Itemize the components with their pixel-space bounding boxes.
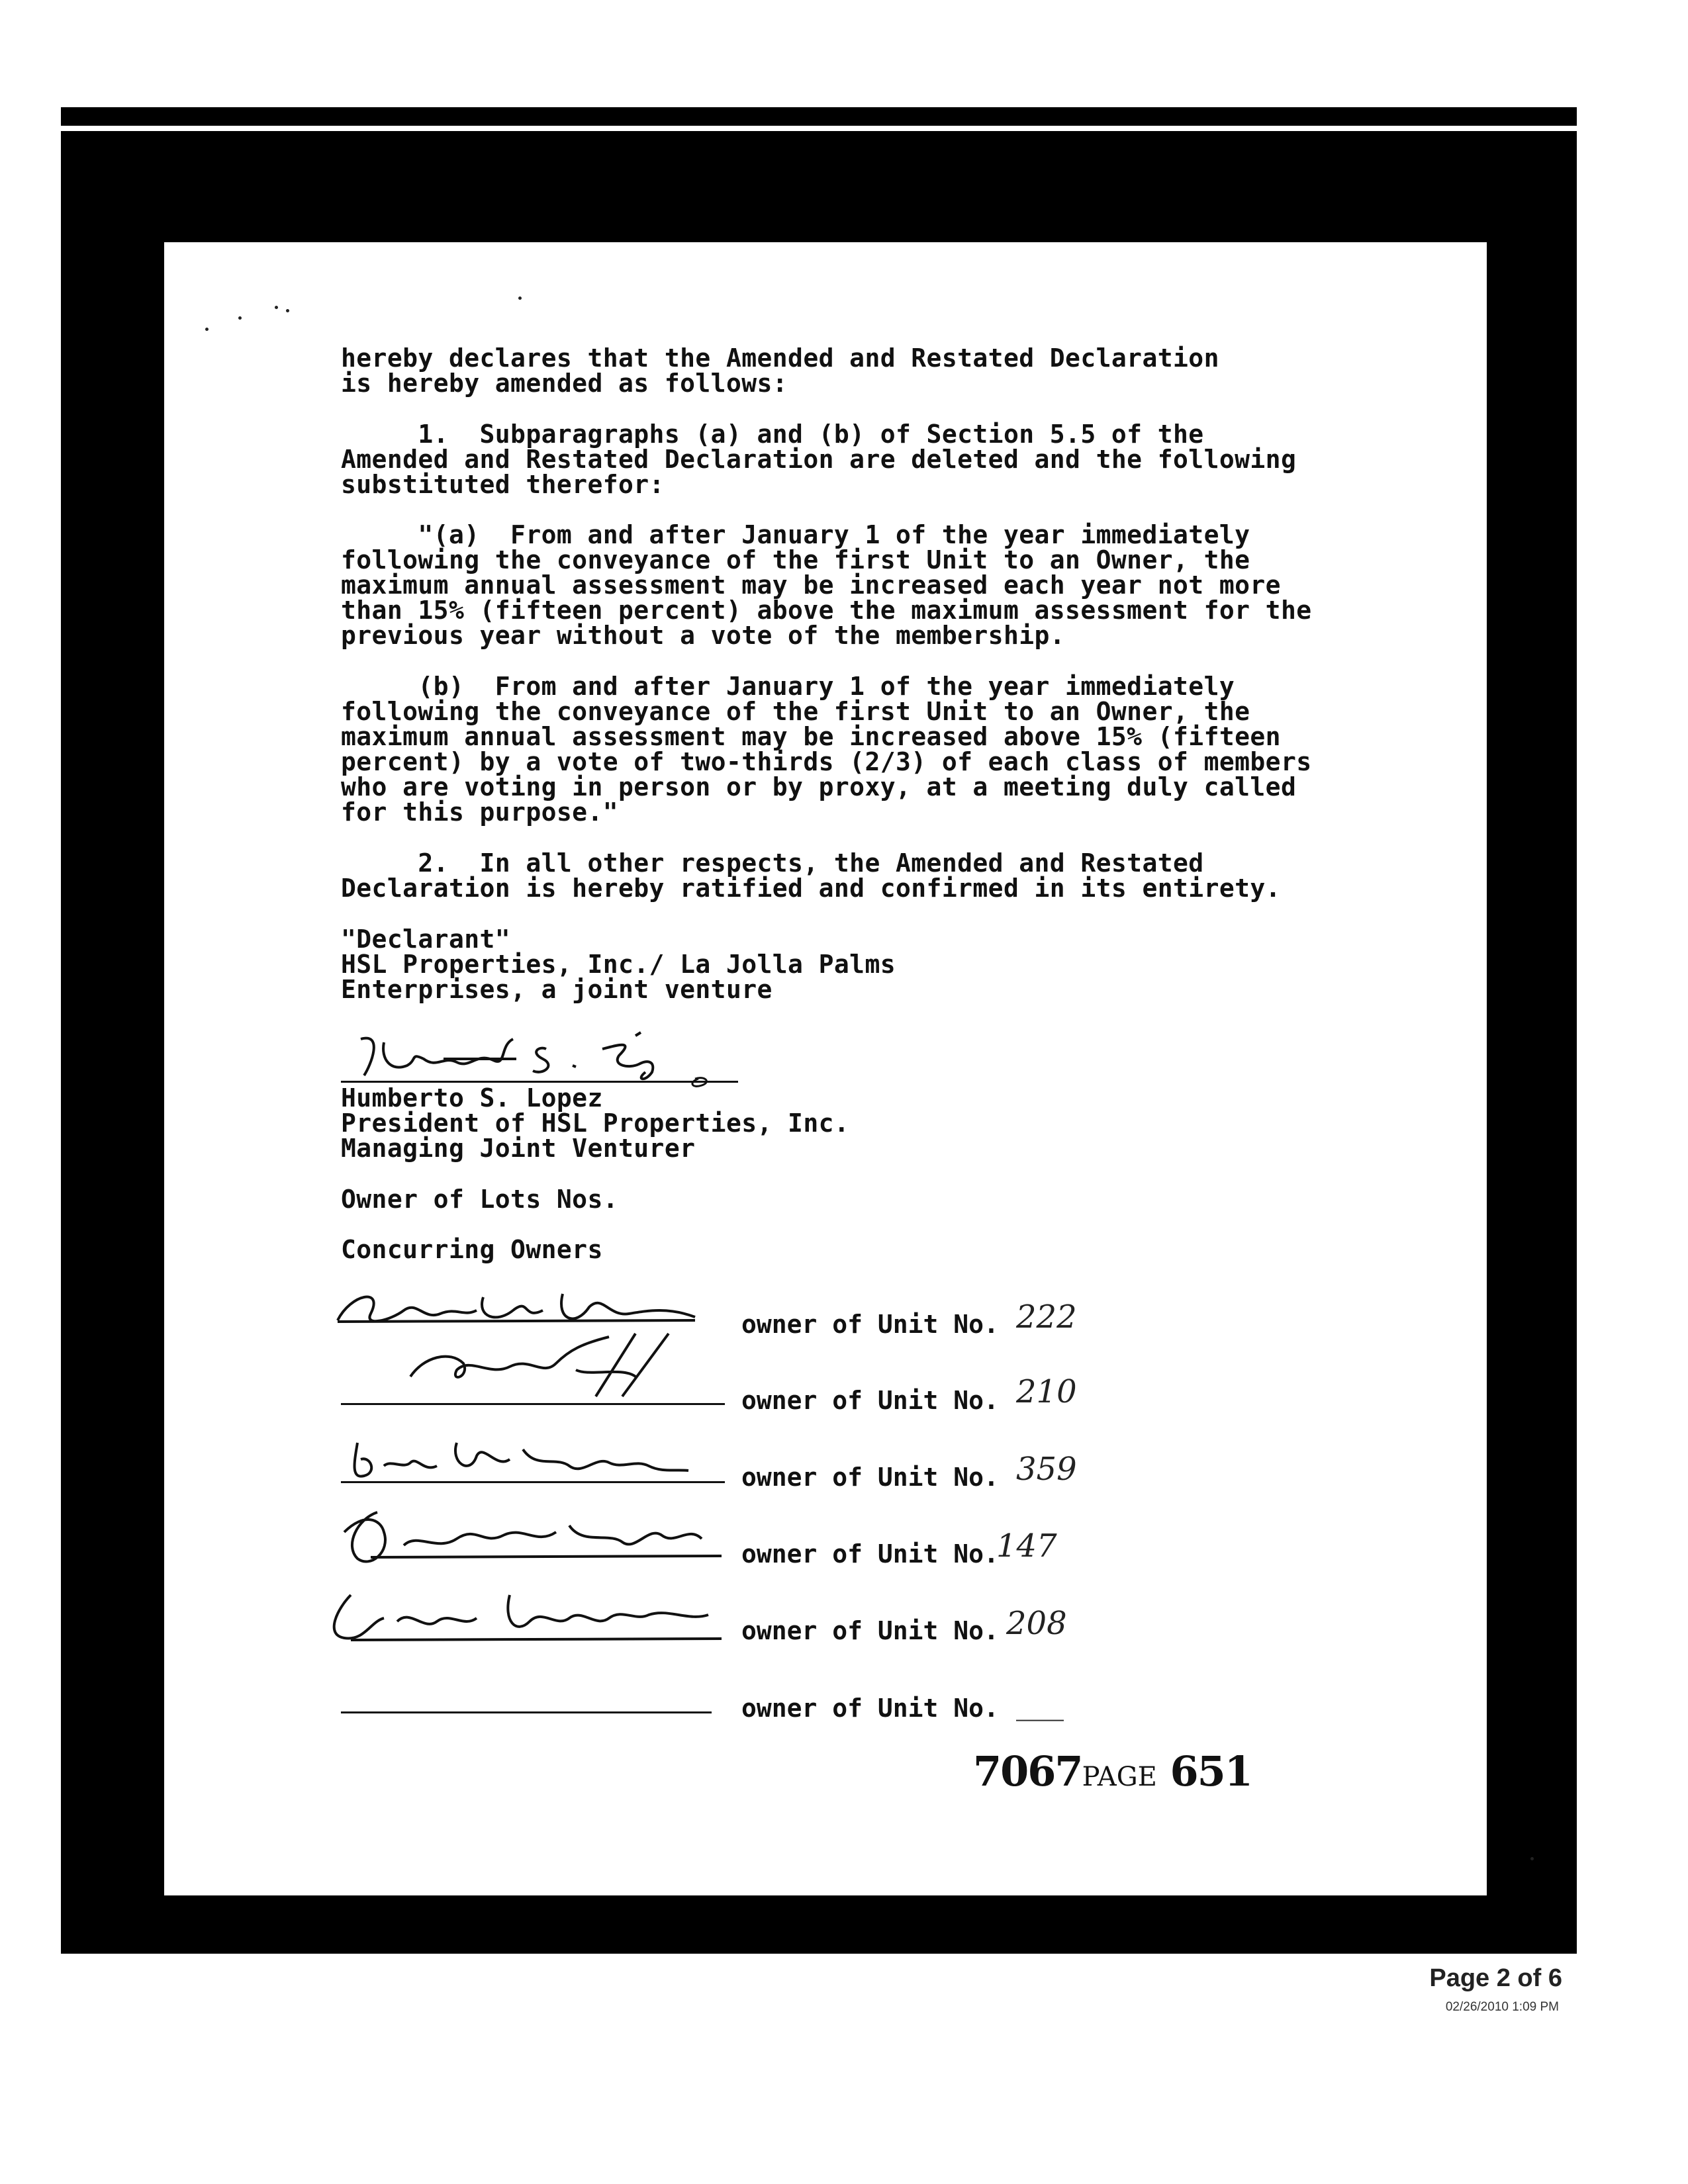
body-line: than 15% (fifteen percent) above the maximum assessment for the	[341, 596, 1312, 625]
signature-line	[341, 1481, 725, 1483]
scan-speck	[518, 296, 522, 300]
owner-unit-number: 210	[1016, 1373, 1077, 1410]
recording-stamp	[973, 1747, 1252, 1796]
body-line: 2. In all other respects, the Amended and Restated	[341, 848, 1204, 878]
body-line: previous year without a vote of the membership.	[341, 621, 1066, 650]
signature-owner-3	[344, 1430, 728, 1489]
signatory-title: President of HSL Properties, Inc.	[341, 1109, 850, 1138]
page-indicator: Page 2 of 6	[1429, 1964, 1562, 1992]
owner-unit-label: owner of Unit No.	[741, 1616, 999, 1645]
stamp-page-word: PAGE	[1082, 1762, 1157, 1792]
body-line: Declaration is hereby ratified and confirmed in its entirety.	[341, 874, 1281, 903]
signature-owner-4	[305, 1499, 755, 1572]
scan-speck	[205, 328, 209, 331]
owner-unit-number: 147	[996, 1527, 1057, 1565]
body-line: 1. Subparagraphs (a) and (b) of Section 5.5 of the	[341, 420, 1204, 449]
body-line: hereby declares that the Amended and Restated Declaration	[341, 343, 1219, 373]
stamp-page: 651	[1170, 1747, 1252, 1796]
body-line: following the conveyance of the first Unit to an Owner, the	[341, 697, 1250, 726]
owner-unit-label: owner of Unit No.	[741, 1463, 999, 1492]
body-line: is hereby amended as follows:	[341, 369, 788, 398]
scan-speck	[238, 316, 242, 320]
signature-line	[341, 1711, 712, 1713]
scan-speck	[275, 306, 278, 309]
body-line: following the conveyance of the first Unit to an Owner, the	[341, 545, 1250, 574]
body-line: who are voting in person or by proxy, at a meeting duly called	[341, 772, 1297, 801]
signature-line	[341, 1403, 725, 1405]
signature-owner-2	[357, 1330, 728, 1403]
concurring-label: Concurring Owners	[341, 1235, 603, 1264]
owner-unit-label: owner of Unit No.	[741, 1539, 999, 1569]
signature-owner-5	[311, 1582, 735, 1648]
declarant-label: "Declarant"	[341, 925, 511, 954]
stamp-book: 7067	[973, 1747, 1082, 1796]
scan-top-line	[61, 126, 1577, 131]
lots-label: Owner of Lots Nos.	[341, 1185, 619, 1214]
owner-unit-label: owner of Unit No.	[741, 1694, 999, 1723]
body-line: Amended and Restated Declaration are deleted and the following	[341, 445, 1297, 474]
body-line: for this purpose."	[341, 797, 619, 827]
owner-unit-label: owner of Unit No.	[741, 1310, 999, 1339]
body-line: maximum annual assessment may be increased each year not more	[341, 570, 1281, 600]
signatory-name: Humberto S. Lopez	[341, 1083, 603, 1113]
declarant-line: HSL Properties, Inc./ La Jolla Palms	[341, 950, 896, 979]
body-line: maximum annual assessment may be increased above 15% (fifteen	[341, 722, 1281, 751]
owner-unit-number: 222	[1016, 1298, 1077, 1336]
owner-unit-number: ___	[1016, 1684, 1064, 1721]
owner-unit-number: 359	[1016, 1451, 1077, 1488]
scan-speck	[286, 309, 289, 312]
owner-unit-label: owner of Unit No.	[741, 1386, 999, 1415]
body-line: substituted therefor:	[341, 470, 665, 499]
owner-unit-number: 208	[1006, 1605, 1067, 1642]
signatory-title: Managing Joint Venturer	[341, 1134, 696, 1163]
body-line: percent) by a vote of two-thirds (2/3) of each class of members	[341, 747, 1312, 776]
print-timestamp: 02/26/2010 1:09 PM	[1445, 2000, 1559, 2014]
body-line: "(a) From and after January 1 of the year immediately	[341, 520, 1250, 549]
body-line: (b) From and after January 1 of the year immediately	[341, 672, 1235, 701]
declarant-line: Enterprises, a joint venture	[341, 975, 773, 1004]
signature-line	[341, 1081, 738, 1083]
scan-speck	[1530, 1857, 1534, 1860]
